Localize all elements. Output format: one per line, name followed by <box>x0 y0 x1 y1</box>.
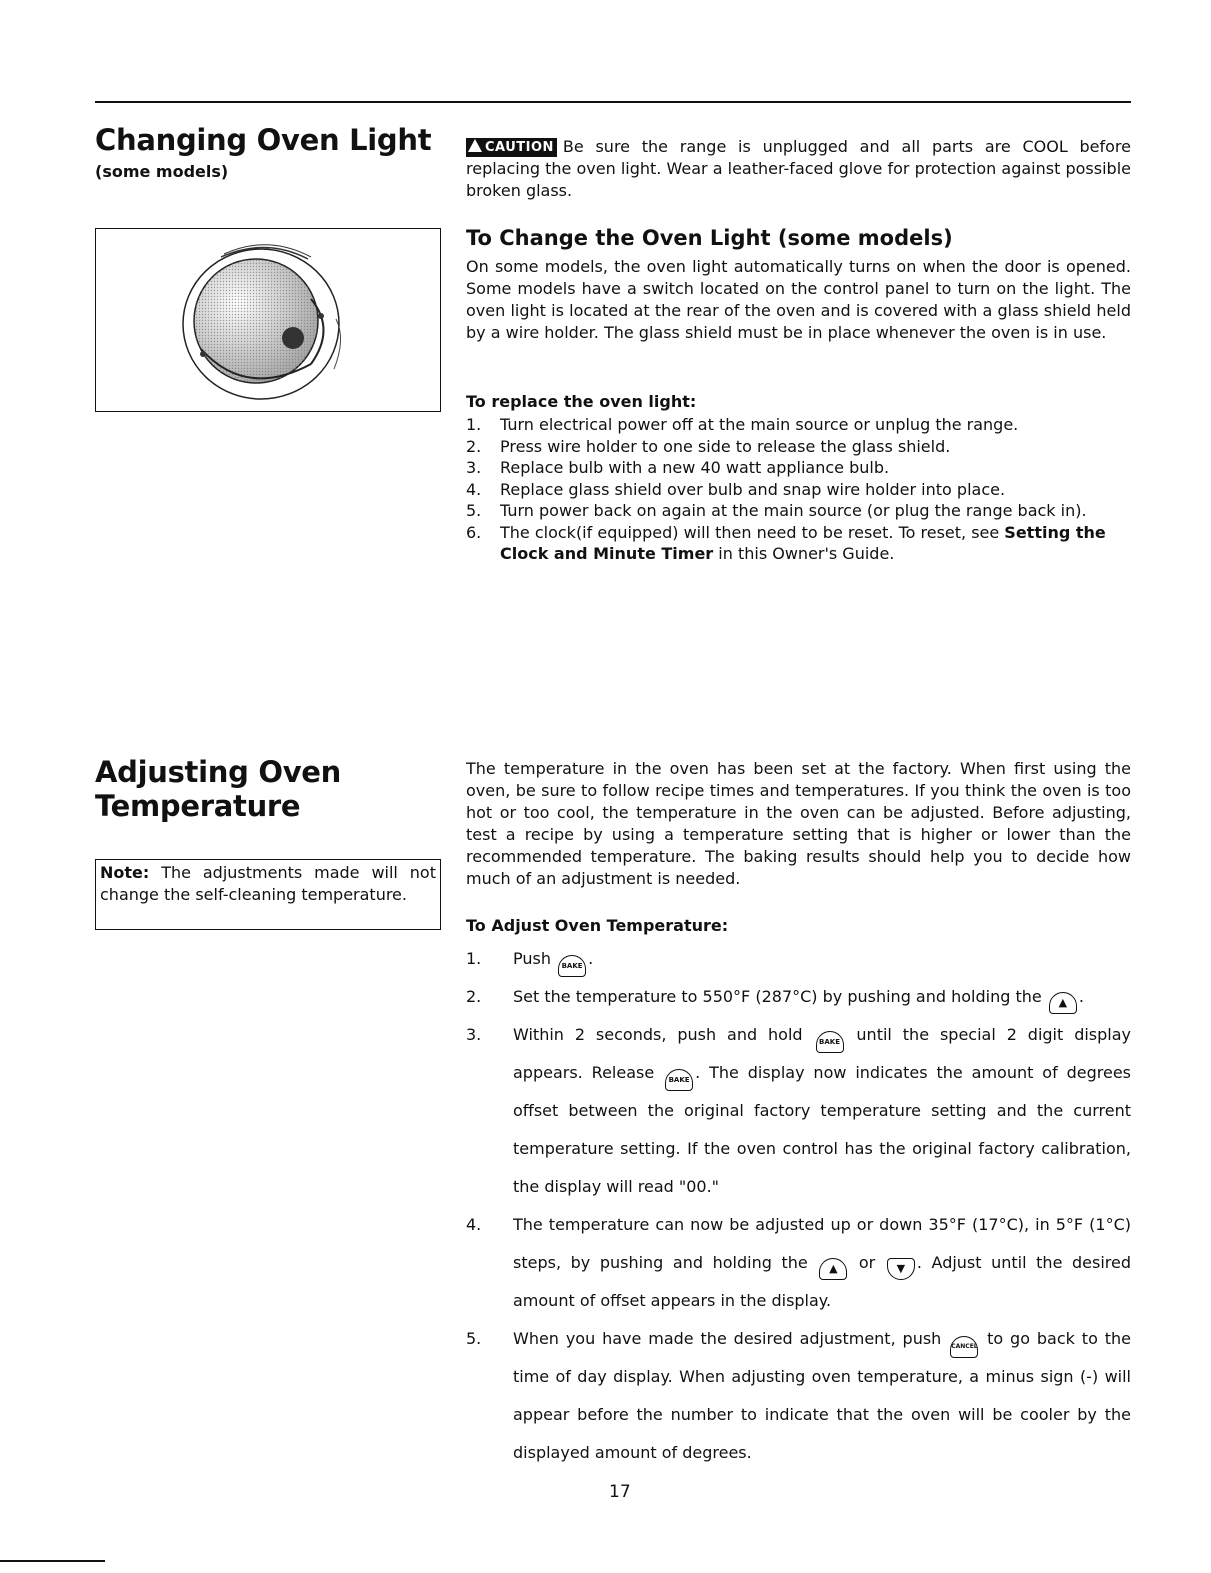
down-arrow-key-icon: ▼ <box>887 1258 915 1280</box>
step-text: Turn electrical power off at the main source or unplug the range. <box>500 415 1019 434</box>
step-text: until the special 2 digit display appears. Release <box>513 1025 1132 1082</box>
page-number: 17 <box>609 1482 631 1502</box>
step-number: 4. <box>466 479 482 499</box>
step-text: Push <box>513 949 557 968</box>
oven-light-illustration <box>95 228 441 412</box>
caution-paragraph <box>466 136 1131 202</box>
list-item <box>466 522 1131 565</box>
step-text: Set the temperature to 550°F (287°C) by pushing and holding the <box>513 987 1047 1006</box>
note-label: Note: <box>100 863 150 882</box>
step-text: to go back to the time of day display. When adjusting oven temperature, a minus sign (-) will appear before the number to indicate that the oven will be cooler by the displayed amount of degrees. <box>513 1329 1132 1462</box>
section-title-oven-light: Changing Oven Light <box>95 123 432 157</box>
footer-rule <box>0 1560 105 1562</box>
step-text: Press wire holder to one side to release the glass shield. <box>500 436 951 456</box>
caution-text: Be sure the range is unplugged and all parts are COOL before replacing the oven light. Wear a leather-faced glove for protection against possible broken glass. <box>466 137 1131 200</box>
step-number: 5. <box>466 501 482 520</box>
top-rule <box>95 101 1131 103</box>
adjust-intro: The temperature in the oven has been set at the factory. When first using the oven, be sure to follow recipe times and temperatures. If you think the oven is too hot or too cool, the temperature in the oven can be adjusted. Before adjusting, test a recipe by using a temperature setting that is higher or lower than the recommended temperature. The baking results should help you to decide how much of an adjustment is needed. <box>466 759 1131 888</box>
list-item <box>466 1206 1131 1320</box>
step-text: . Adjust until the desired amount of offset appears in the display. <box>513 1253 1132 1310</box>
step-number: 1. <box>466 949 482 968</box>
bake-key-icon: BAKE <box>558 955 586 977</box>
list-item <box>466 436 1131 458</box>
change-light-heading: To Change the Oven Light (some models) <box>466 226 953 250</box>
list-item <box>466 500 1131 522</box>
oven-light-bulb-icon <box>96 229 439 410</box>
step-text: Replace glass shield over bulb and snap wire holder into place. <box>500 479 1006 499</box>
note-text: The adjustments made will not change the self-cleaning temperature. <box>100 863 436 904</box>
list-item <box>466 479 1131 501</box>
title-line-1: Adjusting Oven <box>95 755 342 789</box>
caution-badge <box>466 138 557 157</box>
step-text: or <box>849 1253 885 1272</box>
up-arrow-key-icon: ▲ <box>819 1258 847 1280</box>
step-number: 6. <box>466 522 482 542</box>
title-line-2: Temperature <box>95 789 301 823</box>
bake-key-icon: BAKE <box>816 1031 844 1053</box>
step-text: . <box>1078 987 1084 1006</box>
list-item <box>466 1016 1131 1206</box>
step-number: 3. <box>466 458 482 477</box>
step-text: The clock(if equipped) will then need to be reset. To reset, see <box>500 522 1005 542</box>
step-text: in this Owner's Guide. <box>713 544 895 563</box>
step-number: 3. <box>466 1025 482 1044</box>
step-text: . The display now indicates the amount of degrees offset between the original factory temperature setting and the current temperature setting. If the oven control has the original factory calibration, the display will read "00." <box>513 1063 1131 1196</box>
step-text: Replace bulb with a new 40 watt appliance bulb. <box>500 458 890 477</box>
step-text: The temperature can now be adjusted up or down 35°F (17°C), in 5°F (1°C) steps, by pushing and holding the <box>513 1215 1131 1272</box>
list-item <box>466 414 1131 436</box>
change-light-intro: On some models, the oven light automatically turns on when the door is opened. Some models have a switch located on the control panel to turn on the light. The oven light is located at the rear of the oven and is covered with a glass shield held by a wire holder. The glass shield must be in place whenever the oven is in use. <box>466 257 1131 342</box>
adjust-heading: To Adjust Oven Temperature: <box>466 916 729 935</box>
step-number: 2. <box>466 987 482 1006</box>
warning-triangle-icon <box>468 139 482 152</box>
replace-steps <box>466 414 1131 565</box>
step-number: 2. <box>466 436 482 456</box>
step-number: 4. <box>466 1215 482 1234</box>
step-text: Turn power back on again at the main source (or plug the range back in). <box>500 501 1087 520</box>
section-title-adjust-temp <box>95 755 341 823</box>
list-item <box>466 978 1131 1016</box>
step-text: . <box>588 949 594 968</box>
step-text: When you have made the desired adjustment, push <box>513 1329 949 1348</box>
step-number: 1. <box>466 415 482 434</box>
section-subtitle: (some models) <box>95 162 229 181</box>
replace-heading: To replace the oven light: <box>466 392 697 411</box>
up-arrow-key-icon: ▲ <box>1049 992 1077 1014</box>
list-item <box>466 940 1131 978</box>
list-item <box>466 1320 1131 1472</box>
step-text: Within 2 seconds, push and hold <box>513 1025 814 1044</box>
cancel-key-icon: CANCEL <box>950 1336 978 1358</box>
step-reference: Setting the Clock and Minute Timer <box>500 522 1106 563</box>
adjust-steps <box>466 940 1131 1472</box>
bake-key-icon: BAKE <box>665 1069 693 1091</box>
caution-label: CAUTION <box>485 140 554 155</box>
note-box <box>95 859 441 930</box>
list-item <box>466 457 1131 479</box>
step-number: 5. <box>466 1329 482 1348</box>
